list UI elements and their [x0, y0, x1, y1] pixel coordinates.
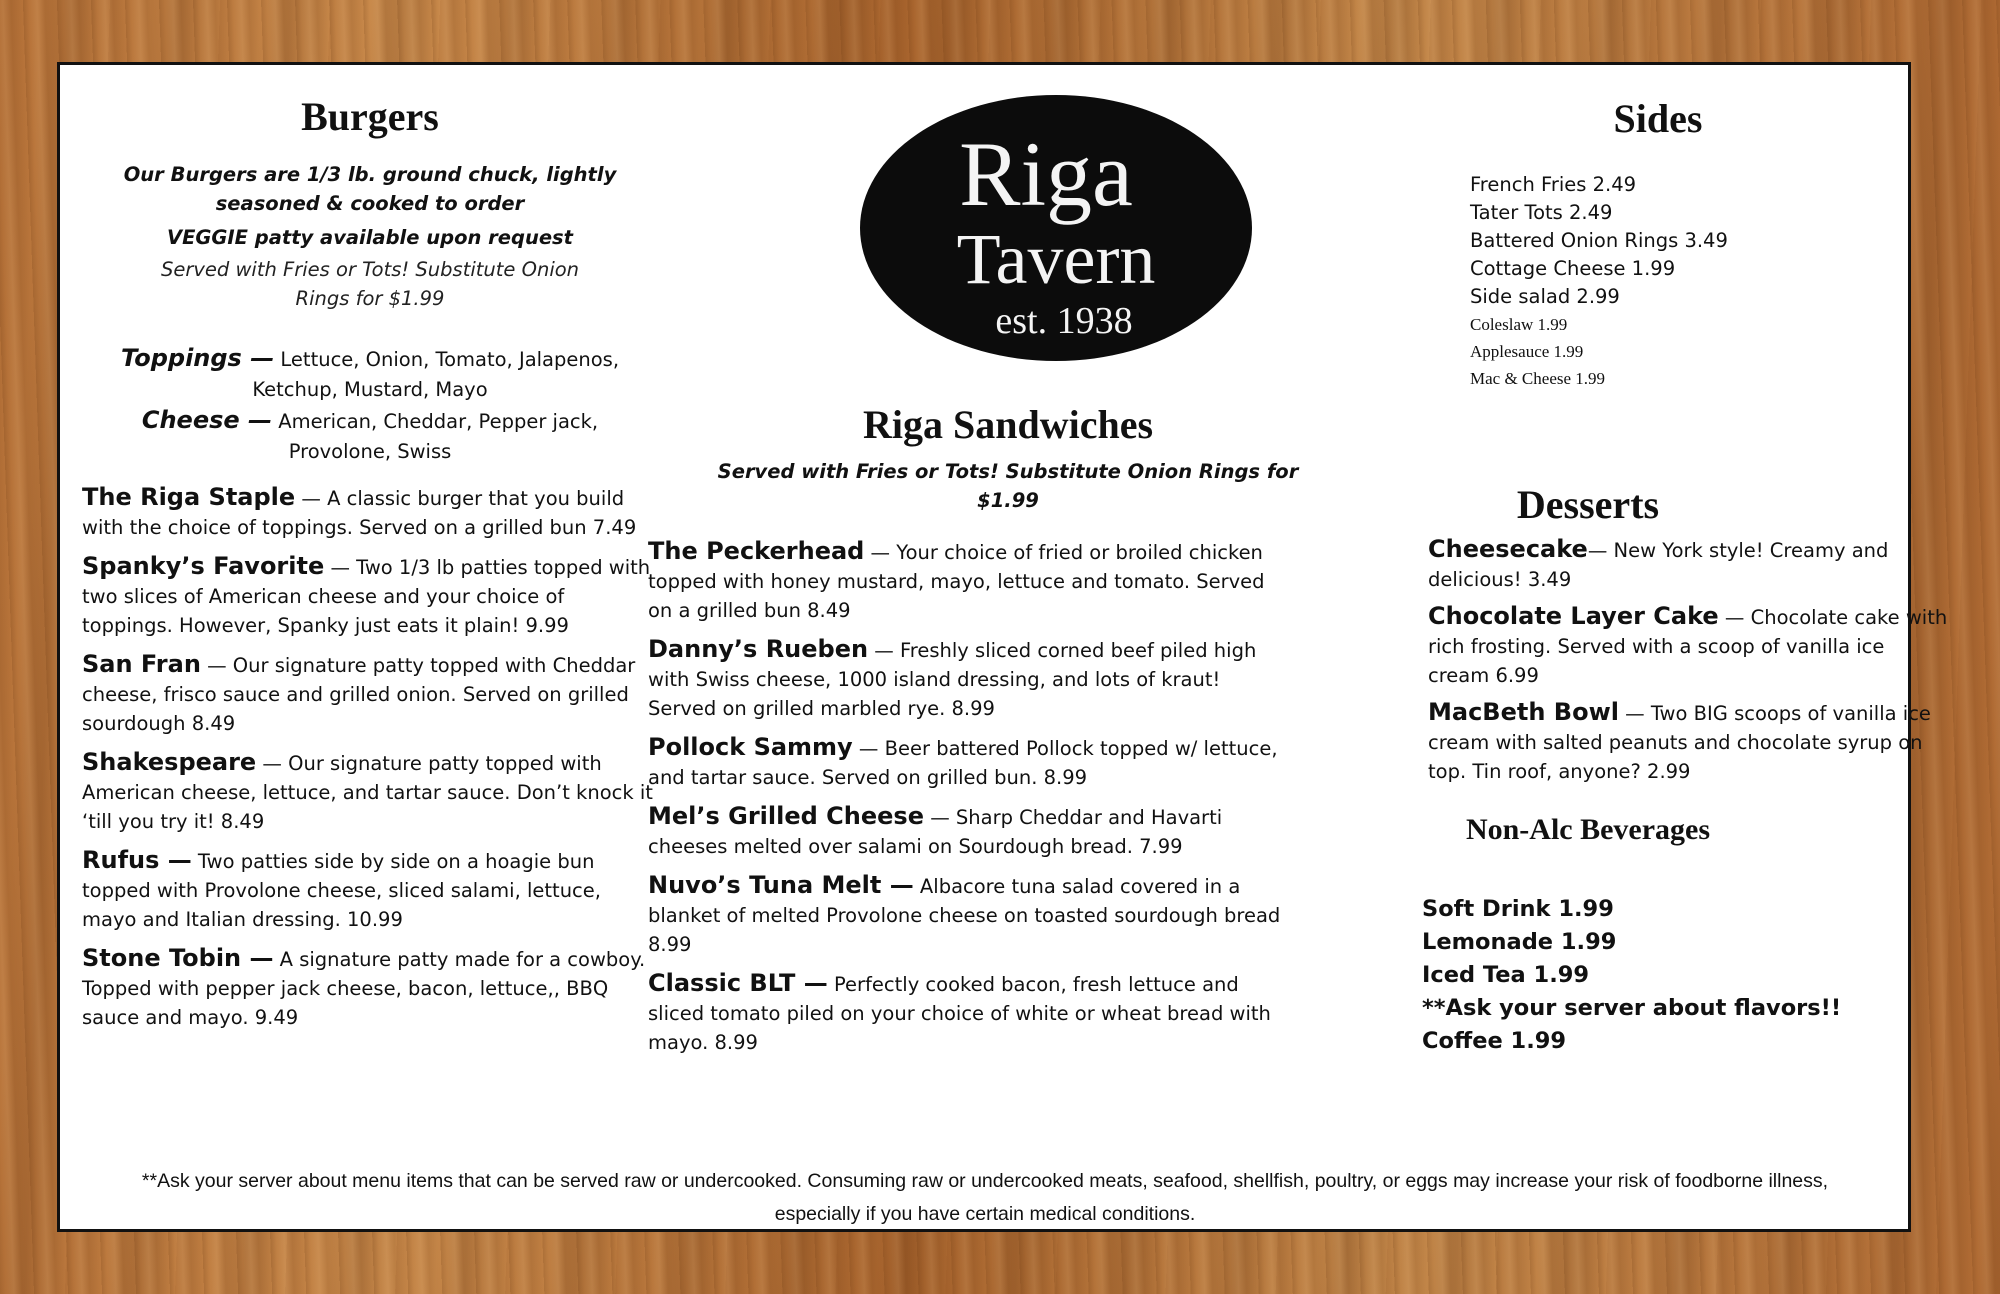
- beverage-list: [1422, 893, 1902, 1058]
- item-desc: — Our signature patty topped with Cheddar cheese, frisco sauce and grilled onion. Served on grilled sourdough 8.49: [82, 654, 636, 735]
- menu-item: [648, 802, 1288, 861]
- menu-item: [648, 733, 1288, 792]
- burgers-toppings: [80, 343, 660, 467]
- menu-item: [82, 748, 660, 836]
- cheese-label: Cheese —: [141, 406, 273, 434]
- item-desc: — Two 1/3 lb patties topped with two slices of American cheese and your choice of toppings. However, Spanky just eats it plain! 9.99: [82, 556, 651, 637]
- item-name: Nuvo’s Tuna Melt —: [648, 871, 914, 899]
- item-desc: — Freshly sliced corned beef piled high with Swiss cheese, 1000 island dressing, and lots of kraut! Served on grilled marbled rye. 8.99: [648, 639, 1257, 720]
- burgers-heading: Burgers: [301, 94, 439, 139]
- side-item: Cottage Cheese 1.99: [1470, 257, 1676, 280]
- logo-line-tavern: Tavern: [956, 219, 1156, 299]
- item-desc: — Chocolate cake with rich frosting. Served with a scoop of vanilla ice cream 6.99: [1428, 606, 1948, 687]
- item-name: Classic BLT —: [648, 969, 828, 997]
- item-name: Cheesecake: [1428, 535, 1588, 563]
- item-desc: — Sharp Cheddar and Havarti cheeses melted over salami on Sourdough bread. 7.99: [648, 806, 1223, 858]
- side-item: Battered Onion Rings 3.49: [1470, 229, 1728, 252]
- disclaimer-line-1: **Ask your server about menu items that can be served raw or undercooked. Consuming raw or undercooked meats, seafood, shellfish, poultry, or eggs may increase your risk of foodborne illness,: [141, 1170, 1829, 1192]
- menu-item: [648, 871, 1288, 959]
- item-name: The Peckerhead: [648, 537, 865, 565]
- dessert-list: [1428, 535, 1948, 794]
- menu-item: [82, 483, 660, 542]
- item-name: Pollock Sammy: [648, 733, 853, 761]
- menu-item: [82, 650, 660, 738]
- cheese-text: American, Cheddar, Pepper jack, Provolone, Swiss: [272, 410, 599, 463]
- item-desc: — Your choice of fried or broiled chicken topped with honey mustard, mayo, lettuce and tomato. Served on a grilled bun 8.49: [648, 541, 1265, 622]
- menu-item: [82, 552, 660, 640]
- item-desc: Two patties side by side on a hoagie bun topped with Provolone cheese, sliced salami, lettuce, mayo and Italian dressing. 10.99: [82, 850, 601, 931]
- item-desc: — New York style! Creamy and delicious! 3.49: [1428, 539, 1889, 591]
- toppings-label: Toppings —: [120, 344, 275, 372]
- item-desc: — A classic burger that you build with the choice of toppings. Served on a grilled bun 7.49: [82, 487, 637, 539]
- item-name: Stone Tobin —: [82, 944, 274, 972]
- item-name: The Riga Staple: [82, 483, 296, 511]
- menu-item: [82, 846, 660, 934]
- item-desc: A signature patty made for a cowboy. Topped with pepper jack cheese, bacon, lettuce,, BBQ sauce and mayo. 9.49: [82, 948, 646, 1029]
- riga-tavern-logo: [858, 93, 1254, 363]
- item-name: Chocolate Layer Cake: [1428, 602, 1719, 630]
- item-name: Danny’s Rueben: [648, 635, 869, 663]
- beverage-item: Lemonade 1.99: [1422, 929, 1617, 955]
- menu-item: [1428, 698, 1948, 786]
- item-name: Rufus —: [82, 846, 192, 874]
- beverages-heading: Non-Alc Beverages: [1465, 813, 1711, 846]
- item-name: San Fran: [82, 650, 201, 678]
- menu-item: [648, 969, 1288, 1057]
- side-item: Coleslaw 1.99: [1470, 315, 1568, 334]
- side-item: Tater Tots 2.49: [1470, 201, 1613, 224]
- logo-line-est: est. 1938: [995, 300, 1133, 342]
- side-item: French Fries 2.49: [1470, 173, 1637, 196]
- item-desc: Perfectly cooked bacon, fresh lettuce and sliced tomato piled on your choice of white or wheat bread with mayo. 8.99: [648, 973, 1271, 1054]
- menu-item: [82, 944, 660, 1032]
- beverage-item: Coffee 1.99: [1422, 1028, 1567, 1054]
- sandwich-list: [648, 537, 1288, 1067]
- burgers-note-veggie: VEGGIE patty available upon request: [166, 226, 573, 249]
- menu-item: [1428, 602, 1948, 690]
- burgers-note-served: Served with Fries or Tots! Substitute Onion Rings for $1.99: [160, 258, 580, 310]
- beverage-item: Soft Drink 1.99: [1422, 896, 1614, 922]
- disclaimer-line-2: especially if you have certain medical conditions.: [774, 1203, 1196, 1225]
- item-desc: — Our signature patty topped with American cheese, lettuce, and tartar sauce. Don’t knock it ‘till you try it! 8.49: [82, 752, 653, 833]
- menu-item: [648, 537, 1288, 625]
- sandwiches-heading: Riga Sandwiches: [862, 402, 1154, 447]
- menu-item: [648, 635, 1288, 723]
- sides-list: [1470, 171, 1870, 392]
- food-safety-disclaimer: [70, 1165, 1900, 1231]
- menu-board: [57, 62, 1948, 1232]
- menu-item: [1428, 535, 1948, 594]
- sandwiches-note: Served with Fries or Tots! Substitute Onion Rings for $1.99: [717, 460, 1299, 512]
- side-item: Side salad 2.99: [1470, 285, 1620, 308]
- logo-line-riga: Riga: [959, 123, 1133, 225]
- sides-heading: Sides: [1613, 96, 1703, 141]
- beverage-item: Iced Tea 1.99: [1422, 962, 1590, 988]
- burgers-section: [80, 65, 660, 1042]
- item-name: Spanky’s Favorite: [82, 552, 325, 580]
- item-name: MacBeth Bowl: [1428, 698, 1619, 726]
- item-desc: Albacore tuna salad covered in a blanket of melted Provolone cheese on toasted sourdough bread 8.99: [648, 875, 1281, 956]
- burgers-note-chuck: Our Burgers are 1/3 lb. ground chuck, lightly seasoned & cooked to order: [123, 163, 617, 215]
- item-name: Mel’s Grilled Cheese: [648, 802, 924, 830]
- beverage-note: **Ask your server about flavors!!: [1422, 995, 1842, 1021]
- item-desc: — Beer battered Pollock topped w/ lettuce, and tartar sauce. Served on grilled bun. 8.99: [648, 737, 1278, 789]
- item-desc: — Two BIG scoops of vanilla ice cream with salted peanuts and chocolate syrup on top. Tin roof, anyone? 2.99: [1428, 702, 1931, 783]
- item-name: Shakespeare: [82, 748, 257, 776]
- toppings-text: Lettuce, Onion, Tomato, Jalapenos, Ketchup, Mustard, Mayo: [252, 348, 620, 401]
- side-item: Applesauce 1.99: [1470, 342, 1584, 361]
- side-item: Mac & Cheese 1.99: [1470, 369, 1606, 388]
- burger-list: [80, 483, 660, 1032]
- desserts-heading: Desserts: [1516, 482, 1660, 527]
